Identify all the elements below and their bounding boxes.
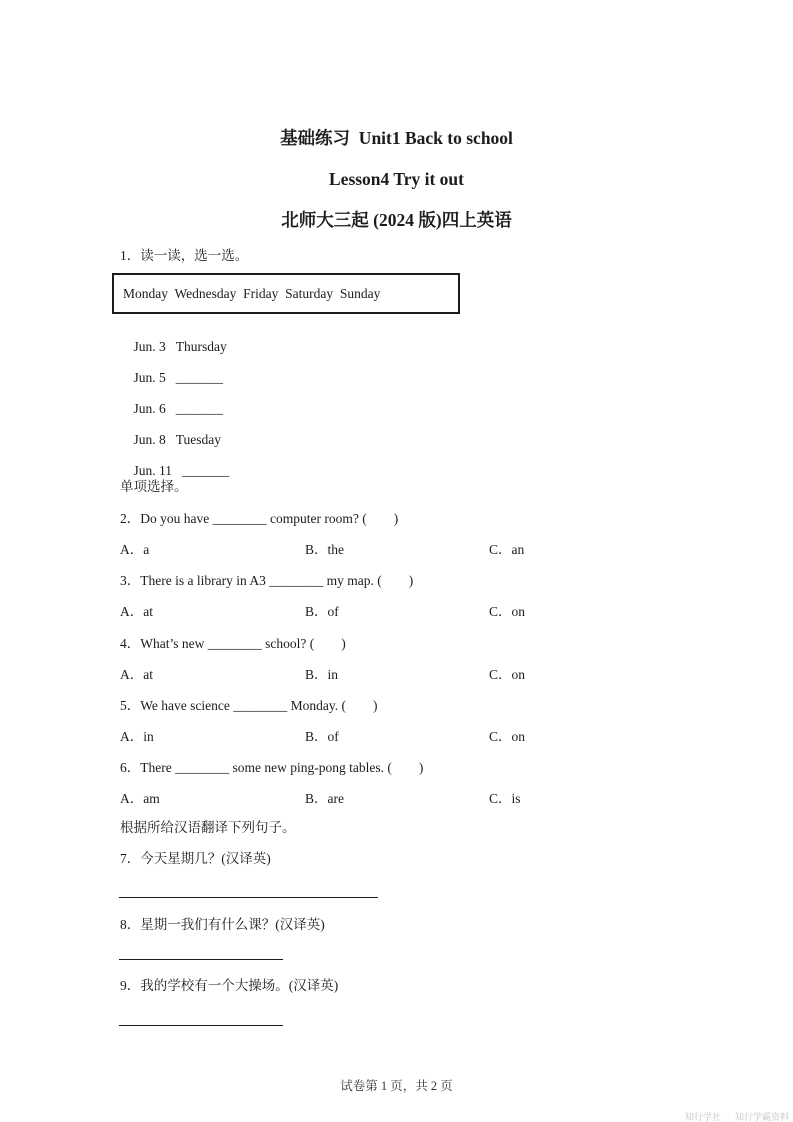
date-label: Jun. 5	[133, 370, 166, 385]
q4-option-a: A．at	[120, 667, 153, 682]
q6-option-b: B．are	[305, 791, 344, 806]
q3-option-a: A．at	[120, 604, 153, 619]
q2-stem: 2．Do you have ________ computer room? ( )	[120, 511, 399, 526]
q4-stem: 4．What’s new ________ school? ( )	[120, 636, 346, 651]
watermark-text-1: 知行学社	[684, 1112, 721, 1122]
q3-option-c: C．on	[489, 604, 526, 619]
page-number-footer: 试卷第 1 页，共 2 页	[340, 1079, 453, 1093]
day-blank: _______	[182, 463, 230, 478]
watermark-text-2: 知行学霸资料	[734, 1112, 789, 1122]
date-label: Jun. 3	[133, 339, 166, 354]
q8-prompt: 8．星期一我们有什么课？(汉译英)	[120, 917, 325, 932]
translation-section-heading: 根据所给汉语翻译下列句子。	[120, 820, 296, 835]
mc-section-heading: 单项选择。	[120, 479, 188, 494]
date-label: Jun. 11	[133, 463, 173, 478]
date-label: Jun. 6	[133, 401, 166, 416]
q4-option-b: B．in	[305, 667, 339, 682]
q2-option-a: A．a	[120, 542, 150, 557]
q1-prompt: 1．读一读，选一选。	[120, 248, 249, 263]
word-bank-box	[112, 273, 460, 314]
q2-option-b: B．the	[305, 542, 344, 557]
day-answer: Thursday	[175, 339, 227, 354]
q7-answer-line	[119, 897, 378, 898]
q6-stem: 6．There ________ some new ping-pong tables. ( )	[120, 760, 424, 775]
day-blank: _______	[175, 401, 224, 416]
q9-answer-line	[119, 1025, 283, 1026]
page-title-line2: Lesson4 Try it out	[329, 169, 464, 189]
page-title-line1: 基础练习 Unit1 Back to school	[280, 128, 513, 148]
q6-option-c: C．is	[489, 791, 521, 806]
q9-prompt: 9．我的学校有一个大操场。(汉译英)	[120, 978, 339, 993]
q8-answer-line	[119, 959, 283, 960]
q5-stem: 5．We have science ________ Monday. ( )	[120, 698, 378, 713]
date-label: Jun. 8	[133, 432, 166, 447]
watermark	[675, 1101, 789, 1122]
q2-option-c: C．an	[489, 542, 525, 557]
q6-option-a: A．am	[120, 791, 160, 806]
word-bank-words: Monday Wednesday Friday Saturday Sunday	[123, 286, 381, 301]
page-title-line3: 北师大三起 (2024 版)四上英语	[281, 210, 512, 230]
q3-option-b: B．of	[305, 604, 339, 619]
q7-prompt: 7．今天星期几？(汉译英)	[120, 851, 271, 866]
q5-option-c: C．on	[489, 729, 526, 744]
q5-option-a: A．in	[120, 729, 154, 744]
q4-option-c: C．on	[489, 667, 526, 682]
q5-option-b: B．of	[305, 729, 339, 744]
day-blank: _______	[175, 370, 224, 385]
q3-stem: 3．There is a library in A3 ________ my map. ( )	[120, 573, 414, 588]
day-answer: Tuesday	[175, 432, 222, 447]
